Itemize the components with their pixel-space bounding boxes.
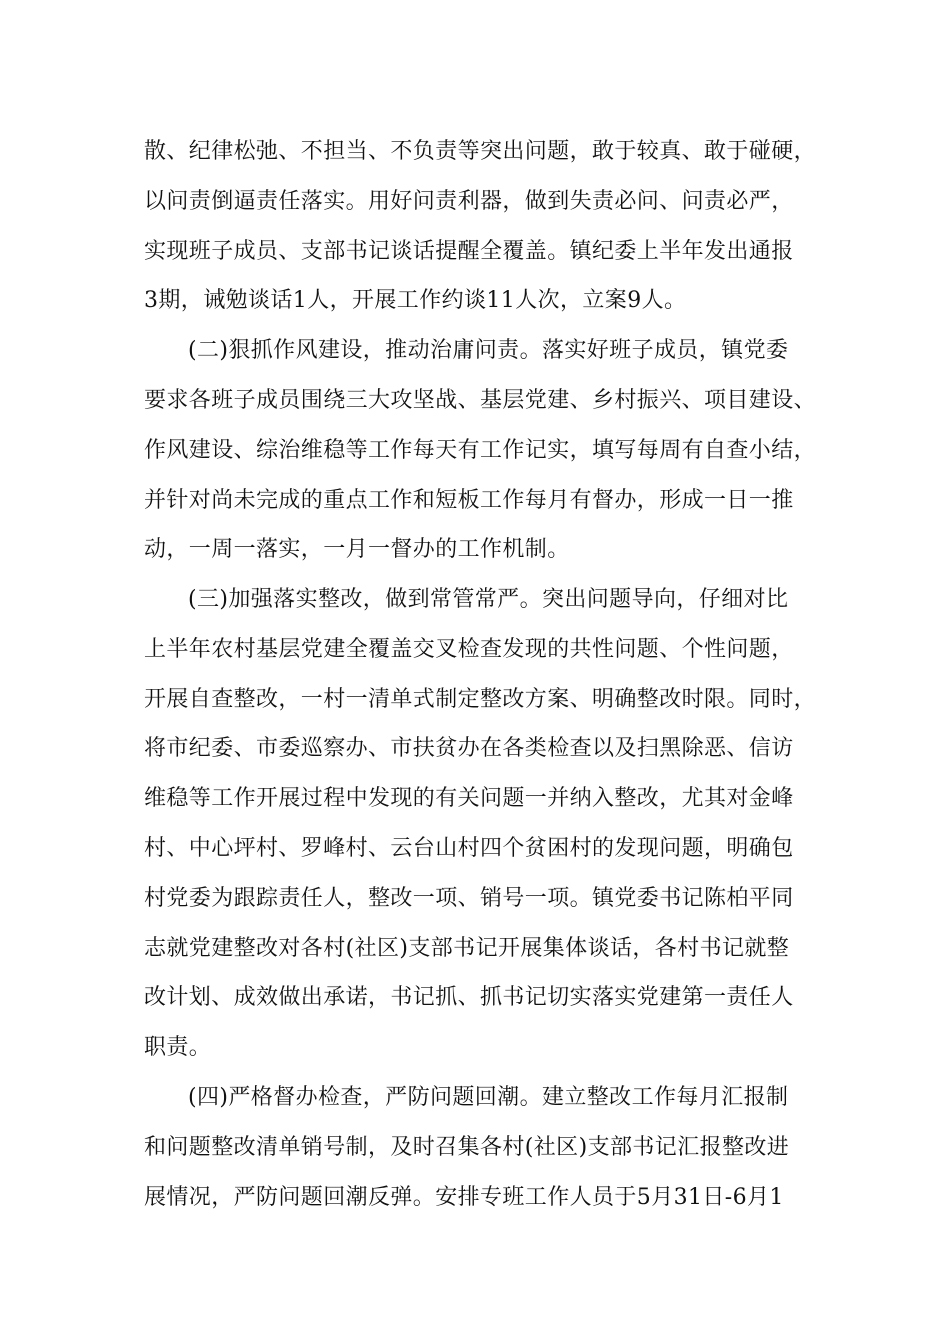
text-line: 实现班子成员、支部书记谈话提醒全覆盖。镇纪委上半年发出通报 [144, 239, 794, 264]
text-line: 作风建设、综治维稳等工作每天有工作记实，填写每周有自查小结， [144, 438, 817, 463]
paragraph-heading-3: (三)加强落实整改，做到常管常严。突出问题导向，仔细对比 [188, 587, 789, 612]
text-line: 并针对尚未完成的重点工作和短板工作每月有督办，形成一日一推 [144, 488, 794, 513]
paragraph-heading-2: (二)狠抓作风建设，推动治庸问责。落实好班子成员，镇党委 [188, 338, 789, 363]
text-line: 以问责倒逼责任落实。用好问责利器，做到失责必问、问责必严， [144, 189, 794, 214]
text-line: 散、纪律松弛、不担当、不负责等突出问题，敢于较真、敢于碰硬， [144, 139, 817, 164]
text-line: 动，一周一落实，一月一督办的工作机制。 [144, 537, 570, 562]
text-line: 志就党建整改对各村(社区)支部书记开展集体谈话，各村书记就整 [144, 936, 790, 961]
paragraph-heading-4: (四)严格督办检查，严防问题回潮。建立整改工作每月汇报制 [188, 1085, 789, 1110]
text-line: 和问题整改清单销号制，及时召集各村(社区)支部书记汇报整改进 [144, 1135, 790, 1160]
text-line: 村、中心坪村、罗峰村、云台山村四个贫困村的发现问题，明确包 [144, 836, 794, 861]
text-line: 维稳等工作开展过程中发现的有关问题一并纳入整改，尤其对金峰 [144, 786, 794, 811]
text-line: 职责。 [144, 1035, 212, 1060]
text-line: 上半年农村基层党建全覆盖交叉检查发现的共性问题、个性问题， [144, 637, 794, 662]
text-line: 展情况，严防问题回潮反弹。安排专班工作人员于5月31日-6月1 [144, 1185, 784, 1210]
text-line: 改计划、成效做出承诺，书记抓、抓书记切实落实党建第一责任人 [144, 985, 794, 1010]
text-line: 要求各班子成员围绕三大攻坚战、基层党建、乡村振兴、项目建设、 [144, 388, 817, 413]
text-line: 3期，诫勉谈话1人，开展工作约谈11人次，立案9人。 [144, 288, 687, 313]
text-line: 村党委为跟踪责任人，整改一项、销号一项。镇党委书记陈柏平同 [144, 886, 794, 911]
text-line: 将市纪委、市委巡察办、市扶贫办在各类检查以及扫黑除恶、信访 [144, 736, 794, 761]
text-line: 开展自查整改，一村一清单式制定整改方案、明确整改时限。同时， [144, 687, 817, 712]
